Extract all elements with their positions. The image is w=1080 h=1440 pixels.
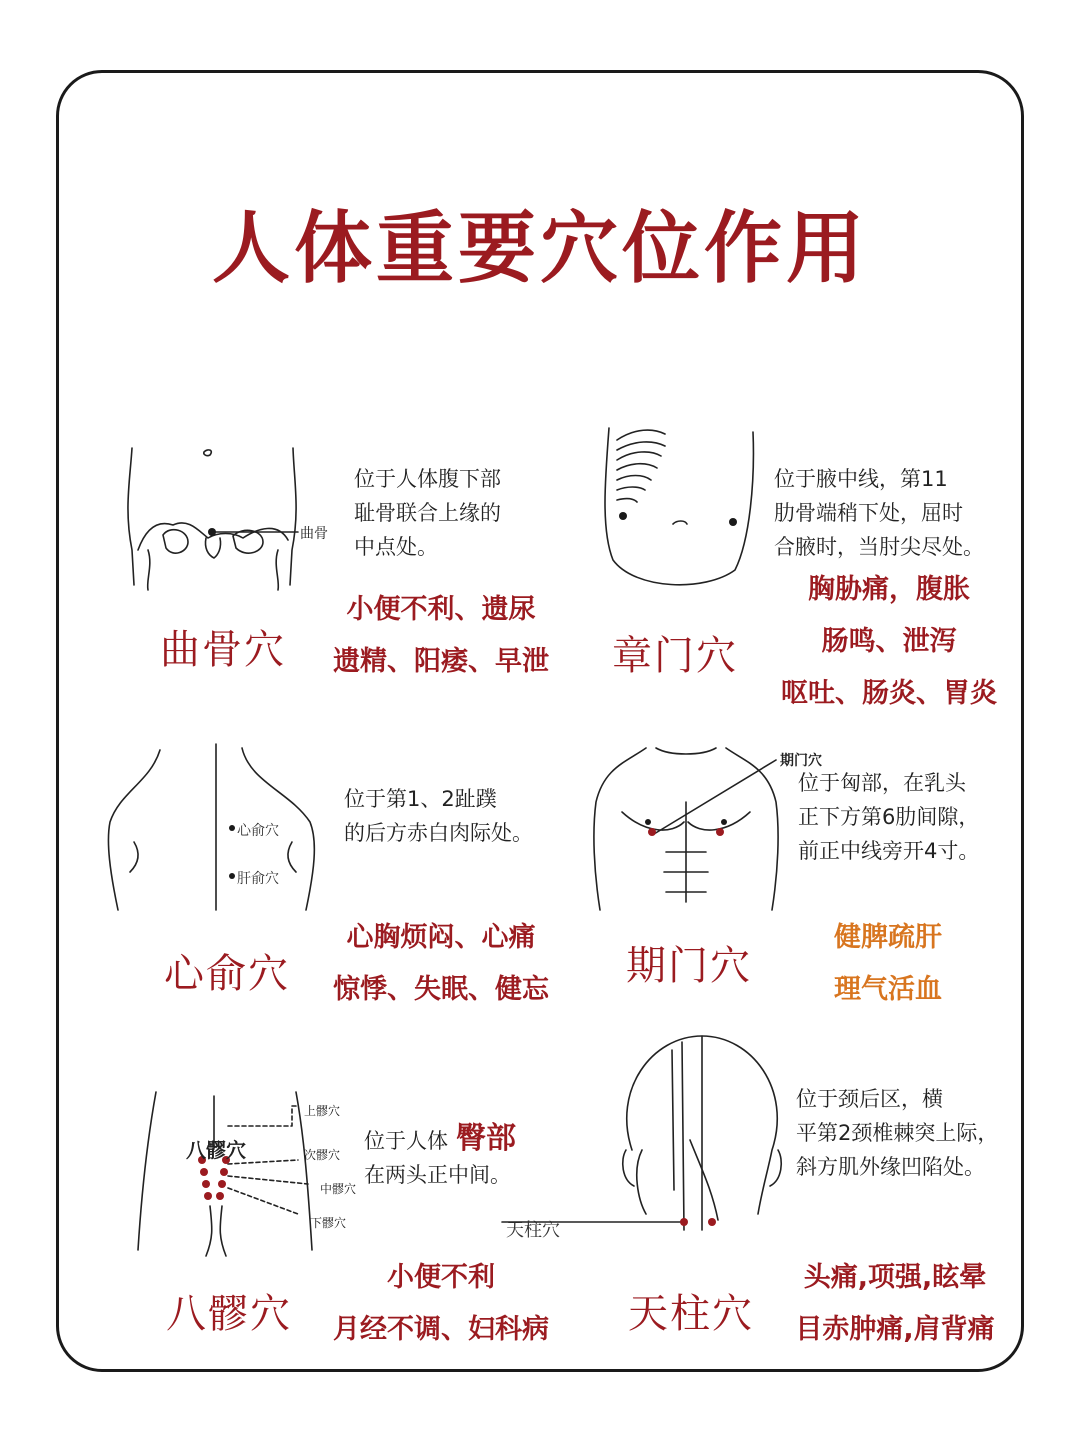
desc-emphasis: 臀部 [456, 1121, 516, 1156]
page-title: 人体重要穴位作用 [211, 204, 868, 294]
desc-line: 在两头正中间。 [364, 1163, 511, 1187]
baliao-description [364, 1122, 564, 1192]
head-illustration [612, 1030, 792, 1260]
point-name-xinshu: 心俞穴 [164, 951, 290, 997]
effect-line: 胸胁痛，腹胀 [808, 574, 970, 605]
effect-line: 心胸烦闷、心痛 [346, 922, 536, 953]
desc-line: 位于腋中线，第11 [774, 467, 948, 491]
desc-text: 位于人体 [364, 1129, 448, 1153]
effect-line: 目赤肿痛,肩背痛 [795, 1314, 995, 1345]
point-name-tianzhu: 天柱穴 [628, 1291, 754, 1337]
back-illustration [100, 742, 340, 912]
effect-line: 理气活血 [834, 974, 942, 1005]
point-name-qimen: 期门穴 [626, 943, 752, 989]
desc-line: 正下方第6肋间隙， [798, 805, 980, 829]
qugu-effects [306, 584, 576, 688]
desc-line: 位于人体腹下部 [354, 467, 501, 491]
qugu-description [354, 462, 564, 564]
desc-line: 斜方肌外缘凹陷处。 [796, 1155, 985, 1179]
effect-line: 健脾疏肝 [834, 922, 942, 953]
desc-line: 位于颈后区，横 [796, 1087, 943, 1111]
point-label-xialiao: 下髎穴 [310, 1216, 347, 1230]
point-label-qugu: 曲骨 [300, 526, 328, 542]
desc-line: 位于匈部，在乳头 [798, 771, 966, 795]
point-label-zhongliao: 中髎穴 [320, 1182, 357, 1196]
point-label-shangliao: 上髎穴 [304, 1104, 341, 1118]
point-label-qimen: 期门穴 [780, 753, 822, 769]
effect-line: 惊悸、失眠、健忘 [333, 974, 549, 1005]
ribcage-illustration [595, 420, 765, 600]
zhangmen-effects [758, 564, 1020, 720]
point-label-xinshu: 心俞穴 [237, 823, 279, 839]
point-label-ciliao: 次髎穴 [304, 1148, 341, 1162]
qimen-description [798, 766, 1028, 868]
desc-line: 耻骨联合上缘的 [354, 501, 501, 525]
baliao-effects [306, 1252, 576, 1356]
effect-line: 小便不利 [387, 1262, 495, 1293]
desc-line: 肋骨端稍下处，屈时 [774, 501, 963, 525]
zhangmen-description [774, 462, 1044, 564]
xinshu-description [344, 782, 584, 850]
desc-line: 位于第1、2趾蹼 [344, 787, 497, 811]
qimen-effects [818, 912, 958, 1016]
effect-line: 遗精、阳痿、早泄 [333, 646, 549, 677]
chest-illustration [586, 742, 786, 912]
point-name-qugu: 曲骨穴 [160, 627, 286, 673]
desc-line: 的后方赤白肉际处。 [344, 821, 533, 845]
effect-line: 头痛,项强,眩晕 [803, 1262, 987, 1293]
desc-line: 中点处。 [354, 535, 438, 559]
pelvis-illustration [118, 440, 348, 590]
desc-line [364, 1122, 564, 1158]
effect-line: 肠鸣、泄泻 [821, 626, 957, 657]
desc-line: 前正中线旁开4寸。 [798, 839, 980, 863]
tianzhu-effects [770, 1252, 1020, 1356]
effect-line: 呕吐、肠炎、胃炎 [781, 678, 997, 709]
tianzhu-description [796, 1082, 1036, 1184]
desc-line: 平第2颈椎棘突上际， [796, 1121, 999, 1145]
point-name-baliao: 八髎穴 [166, 1291, 292, 1337]
desc-line: 合腋时，当肘尖尽处。 [774, 535, 984, 559]
xinshu-effects [306, 912, 576, 1016]
point-name-zhangmen: 章门穴 [612, 633, 738, 679]
point-label-ganshu: 肝俞穴 [237, 871, 279, 887]
point-label-tianzhu: 天柱穴 [506, 1220, 560, 1241]
effect-line: 小便不利、遗尿 [346, 594, 536, 625]
effect-line: 月经不调、妇科病 [333, 1314, 549, 1345]
point-label-baliao: 八髎穴 [186, 1138, 246, 1162]
